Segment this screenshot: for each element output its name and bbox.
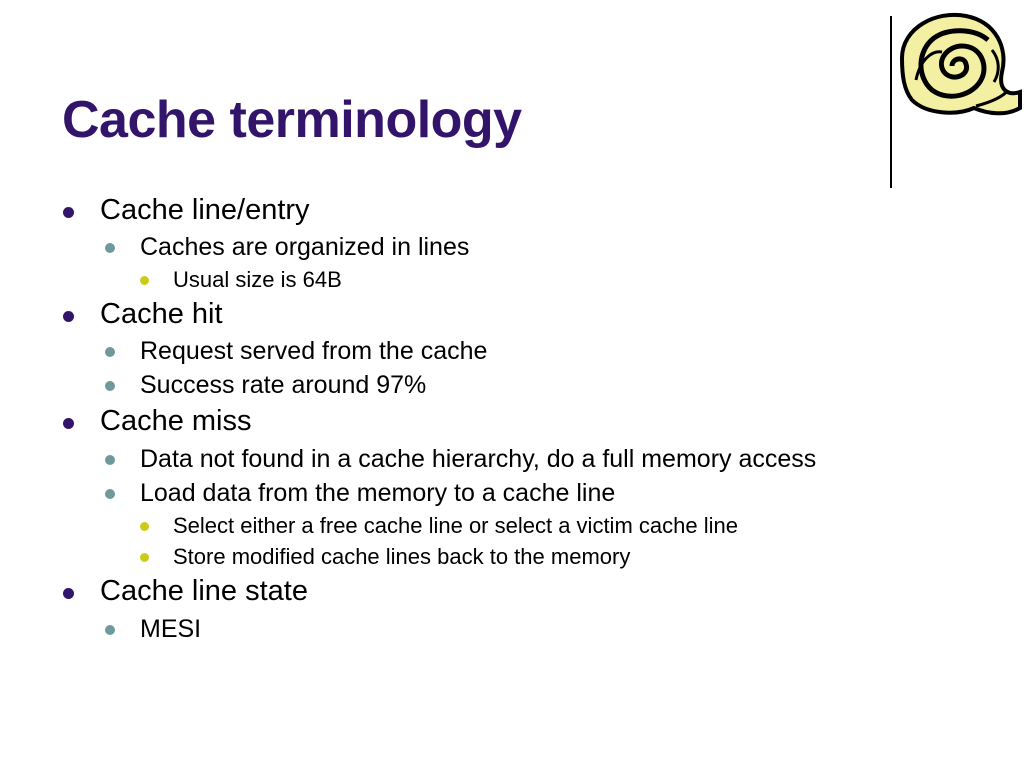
bullet-text: Store modified cache lines back to the memory (173, 544, 631, 569)
bullet-dot (140, 553, 149, 562)
bullet-text: Usual size is 64B (173, 267, 342, 292)
bullet-text: Request served from the cache (140, 337, 488, 365)
bullet-text: Caches are organized in lines (140, 233, 470, 261)
bullet-dot (105, 455, 115, 465)
bullet-dot (140, 276, 149, 285)
bullet-dot (105, 489, 115, 499)
bullet-text: Load data from the memory to a cache line (140, 479, 616, 507)
bullet-dot (105, 243, 115, 253)
bullet-dot (105, 625, 115, 635)
slide-title: Cache terminology (62, 91, 522, 149)
bullet-text: Cache miss (100, 405, 252, 437)
bullet-dot (63, 588, 74, 599)
bullet-text: Success rate around 97% (140, 371, 427, 399)
bullet-text: Data not found in a cache hierarchy, do a full memory access (140, 445, 817, 473)
bullet-dot (63, 207, 74, 218)
bullet-text: Cache hit (100, 298, 223, 330)
bullet-text: Cache line state (100, 575, 308, 607)
bullet-dot (63, 311, 74, 322)
bullet-dot (105, 347, 115, 357)
bullet-dot (140, 522, 149, 531)
bullet-text: Cache line/entry (100, 194, 310, 226)
bullet-text: MESI (140, 615, 202, 643)
bullet-text: Select either a free cache line or select a victim cache line (173, 513, 738, 538)
bullet-dot (63, 418, 74, 429)
bullet-dot (105, 381, 115, 391)
